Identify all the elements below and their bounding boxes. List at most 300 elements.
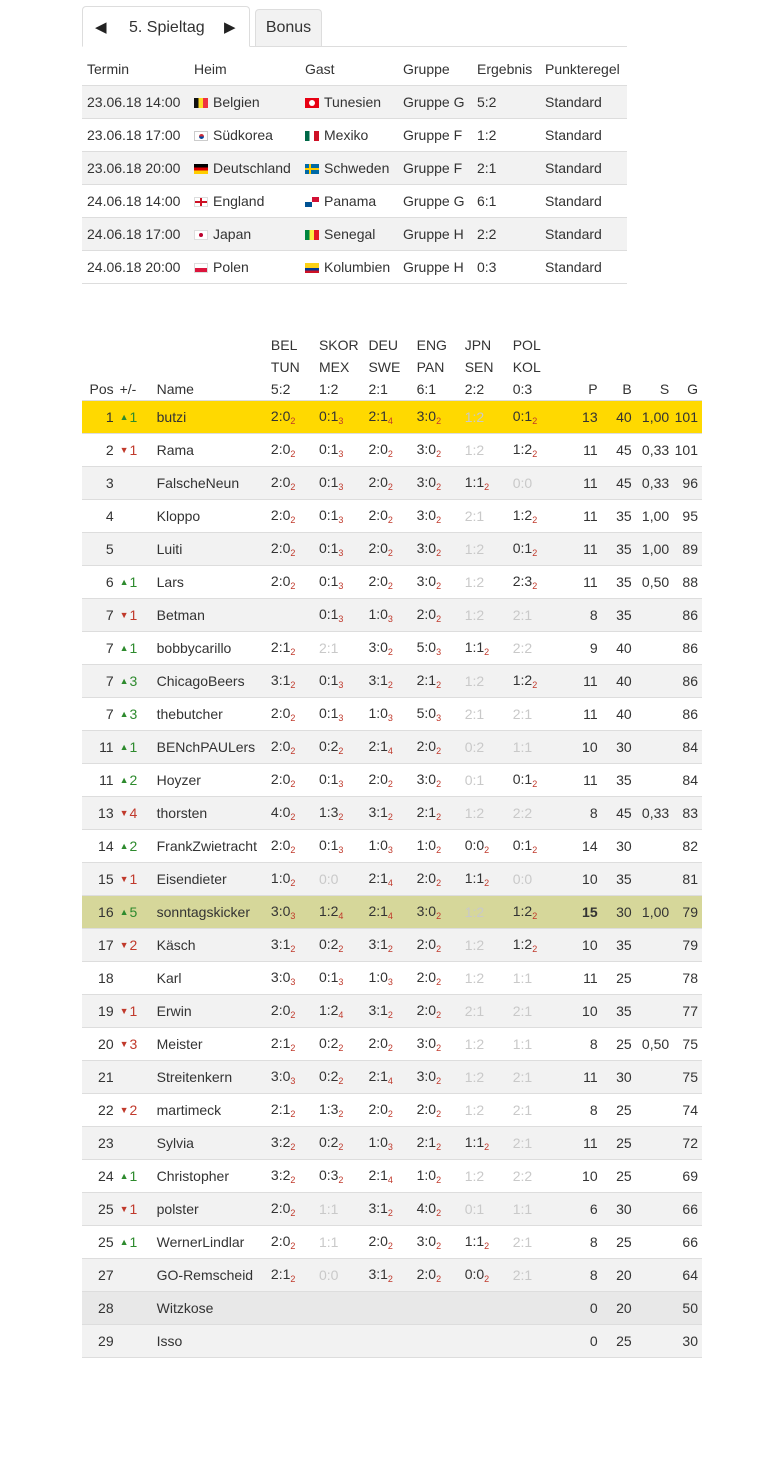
tip-points: 3 xyxy=(387,845,393,855)
tip-points: 4 xyxy=(338,1010,344,1020)
tab-bonus[interactable]: Bonus xyxy=(255,9,322,46)
points-b: 35 xyxy=(598,863,632,896)
tip-value xyxy=(319,1167,343,1183)
standings-row[interactable] xyxy=(82,830,702,863)
standings-row[interactable] xyxy=(82,1028,702,1061)
tip-cell xyxy=(417,698,465,731)
tip-score: 1:0 xyxy=(368,969,388,985)
points-total: 86 xyxy=(669,632,702,665)
standings-row[interactable] xyxy=(82,896,702,929)
tip-score: 2:0 xyxy=(416,1002,437,1018)
tip-score: 2:0 xyxy=(416,969,437,985)
tip-score: 0:2 xyxy=(318,1035,339,1051)
tip-score: 2:0 xyxy=(416,738,437,754)
tip-score: 3:1 xyxy=(368,936,388,952)
tip-value xyxy=(417,1068,441,1084)
tip-cell xyxy=(513,1226,563,1259)
tip-value xyxy=(417,1266,441,1282)
match-date: 23.06.18 20:00 xyxy=(82,152,189,185)
player-name[interactable]: Luiti xyxy=(157,533,271,566)
standings-row[interactable] xyxy=(82,1160,702,1193)
match-rule: Standard xyxy=(540,86,627,119)
standings-row[interactable] xyxy=(82,797,702,830)
trend-change-value: 2 xyxy=(129,838,138,854)
trend-change-value: 1 xyxy=(129,442,138,458)
tip-points: 2 xyxy=(436,680,442,690)
tip-value xyxy=(368,507,392,523)
player-position: 23 xyxy=(82,1127,114,1160)
points-b: 20 xyxy=(598,1292,632,1325)
trend-indicator xyxy=(114,904,138,920)
player-name[interactable]: Witzkose xyxy=(157,1292,271,1325)
tip-cell xyxy=(417,929,465,962)
away-team-name: Mexiko xyxy=(324,127,369,143)
points-s: 1,00 xyxy=(632,401,669,434)
tip-points: 2 xyxy=(290,1241,296,1251)
standings-row[interactable] xyxy=(82,962,702,995)
tip-value xyxy=(417,1002,441,1018)
tip-points: 2 xyxy=(436,548,442,558)
tip-points: 2 xyxy=(290,1043,296,1053)
tip-value xyxy=(465,1102,484,1118)
tip-points: 3 xyxy=(387,977,393,987)
tip-points: 2 xyxy=(290,647,296,657)
tip-value xyxy=(368,540,392,556)
tip-score: 0:1 xyxy=(512,837,533,853)
points-s xyxy=(632,764,669,797)
points-total: 86 xyxy=(669,599,702,632)
tip-cell xyxy=(319,1061,369,1094)
tip-value xyxy=(368,804,392,820)
match-row[interactable] xyxy=(82,218,627,251)
player-position: 21 xyxy=(82,1061,114,1094)
tip-cell xyxy=(465,962,513,995)
tip-value xyxy=(319,573,343,589)
player-name[interactable]: Lars xyxy=(157,566,271,599)
tip-score: 2:0 xyxy=(368,441,388,457)
points-s: 0,50 xyxy=(632,566,669,599)
tip-score: 2:0 xyxy=(368,474,388,490)
points-p: 11 xyxy=(563,1061,598,1094)
tip-points: 2 xyxy=(436,515,442,525)
tip-value xyxy=(417,639,441,655)
match-row[interactable] xyxy=(82,152,627,185)
tip-points: 3 xyxy=(290,1076,296,1086)
standings-row[interactable] xyxy=(82,995,702,1028)
tip-value xyxy=(368,1002,392,1018)
player-name[interactable]: butzi xyxy=(157,401,271,434)
points-b: 45 xyxy=(598,797,632,830)
tip-score: 0:1 xyxy=(318,507,339,523)
standings-row[interactable] xyxy=(82,1094,702,1127)
tip-cell xyxy=(368,665,416,698)
standings-row[interactable] xyxy=(82,1061,702,1094)
tip-cell xyxy=(368,533,416,566)
trend-indicator xyxy=(114,442,138,458)
tip-points: 2 xyxy=(532,680,538,690)
tip-value xyxy=(368,639,392,655)
header-name: Name xyxy=(157,330,271,401)
home-team-name: Japan xyxy=(213,226,252,242)
tip-points: 2 xyxy=(532,416,538,426)
player-name[interactable]: Rama xyxy=(157,434,271,467)
tip-points: 3 xyxy=(338,548,344,558)
standings-row[interactable] xyxy=(82,698,702,731)
tip-value xyxy=(513,441,537,457)
tip-cell xyxy=(271,797,319,830)
player-name[interactable]: FalscheNeun xyxy=(157,467,271,500)
tip-value xyxy=(368,606,392,622)
tip-value xyxy=(513,607,532,623)
match-row[interactable] xyxy=(82,86,627,119)
trend-indicator xyxy=(114,607,138,623)
tip-points: 2 xyxy=(436,449,442,459)
standings-row[interactable] xyxy=(82,1325,702,1358)
tip-points: 3 xyxy=(338,449,344,459)
player-name[interactable]: Karl xyxy=(157,962,271,995)
tip-score: 2:0 xyxy=(416,606,437,622)
tip-cell xyxy=(513,566,563,599)
standings-row[interactable] xyxy=(82,599,702,632)
tip-cell xyxy=(271,500,319,533)
player-name[interactable]: thorsten xyxy=(157,797,271,830)
mexico-flag-icon xyxy=(305,131,319,141)
tip-cell xyxy=(513,731,563,764)
tip-score: 1:2 xyxy=(512,672,533,688)
match-row[interactable] xyxy=(82,251,627,284)
tip-score: 0:2 xyxy=(318,738,339,754)
match-row[interactable] xyxy=(82,185,627,218)
player-position: 7 xyxy=(82,632,114,665)
tip-score: 3:1 xyxy=(368,804,388,820)
tip-score: 1:1 xyxy=(318,1201,339,1217)
standings-row[interactable] xyxy=(82,1259,702,1292)
tip-score: 1:0 xyxy=(368,1134,388,1150)
points-b: 25 xyxy=(598,1127,632,1160)
tip-points: 3 xyxy=(338,779,344,789)
colombia-flag-icon xyxy=(305,263,319,273)
trend-change-value: 1 xyxy=(129,1201,138,1217)
player-name[interactable]: bobbycarillo xyxy=(157,632,271,665)
points-total: 89 xyxy=(669,533,702,566)
tip-points: 2 xyxy=(532,515,538,525)
standings-row[interactable] xyxy=(82,929,702,962)
tip-value xyxy=(271,1134,295,1150)
tip-value xyxy=(465,607,484,623)
points-p: 11 xyxy=(563,698,598,731)
tip-value xyxy=(271,771,295,787)
tip-cell xyxy=(513,830,563,863)
player-name[interactable]: GO-Remscheid xyxy=(157,1259,271,1292)
standings-row[interactable] xyxy=(82,731,702,764)
tip-points: 3 xyxy=(338,713,344,723)
tip-points: 4 xyxy=(387,1076,393,1086)
tip-points: 2 xyxy=(387,1043,393,1053)
points-p: 8 xyxy=(563,1028,598,1061)
trend-change-value: 1 xyxy=(129,739,138,755)
player-name[interactable]: Isso xyxy=(157,1325,271,1358)
tip-points: 2 xyxy=(387,812,393,822)
tip-cell xyxy=(368,962,416,995)
standings-row[interactable] xyxy=(82,1127,702,1160)
standings-row[interactable] xyxy=(82,500,702,533)
tip-value xyxy=(319,804,343,820)
trend-change-value: 3 xyxy=(129,706,138,722)
away-team-name: Senegal xyxy=(324,226,376,242)
tip-score: 3:0 xyxy=(270,969,291,985)
tip-cell xyxy=(368,1061,416,1094)
tip-score: 1:0 xyxy=(368,705,388,721)
tip-cell xyxy=(368,863,416,896)
tip-points: 2 xyxy=(387,1241,393,1251)
trend-change-value: 1 xyxy=(129,1234,138,1250)
standings-row[interactable] xyxy=(82,764,702,797)
standings-row[interactable] xyxy=(82,401,702,434)
standings-row[interactable] xyxy=(82,566,702,599)
tip-value xyxy=(271,1002,295,1018)
tip-cell xyxy=(319,1325,369,1358)
tip-cell xyxy=(513,698,563,731)
tip-cell xyxy=(271,467,319,500)
tip-score: 2:1 xyxy=(368,1068,388,1084)
match-group: Gruppe G xyxy=(398,86,472,119)
match-away xyxy=(300,218,398,251)
tip-score: 2:0 xyxy=(368,507,388,523)
standings-row[interactable] xyxy=(82,1193,702,1226)
points-p: 8 xyxy=(563,797,598,830)
player-name[interactable]: martimeck xyxy=(157,1094,271,1127)
points-b: 35 xyxy=(598,533,632,566)
header-trend: +/- xyxy=(114,330,157,401)
points-total: 78 xyxy=(669,962,702,995)
germany-flag-icon xyxy=(194,164,208,174)
trend-indicator xyxy=(114,1168,138,1184)
tip-score: 2:1 xyxy=(318,640,339,656)
position-change xyxy=(114,863,157,896)
player-name[interactable]: BENchPAULers xyxy=(157,731,271,764)
position-change xyxy=(114,797,157,830)
tip-score: 1:0 xyxy=(416,837,437,853)
tip-score: 2:0 xyxy=(368,1101,388,1117)
tip-points: 2 xyxy=(290,1175,296,1185)
points-p: 15 xyxy=(563,896,598,929)
player-name[interactable]: Eisendieter xyxy=(157,863,271,896)
arrow-up-icon: ▲ xyxy=(119,1171,129,1181)
senegal-flag-icon xyxy=(305,230,319,240)
player-name[interactable]: ChicagoBeers xyxy=(157,665,271,698)
standings-row[interactable] xyxy=(82,1292,702,1325)
player-name[interactable]: Betman xyxy=(157,599,271,632)
next-matchday-icon[interactable]: ▶ xyxy=(224,19,236,36)
tip-cell xyxy=(368,1292,416,1325)
tip-value xyxy=(271,1101,295,1117)
tip-cell xyxy=(417,665,465,698)
tip-points: 2 xyxy=(387,1109,393,1119)
tip-value xyxy=(417,969,441,985)
tip-value xyxy=(368,441,392,457)
trend-indicator xyxy=(114,1003,138,1019)
player-position: 4 xyxy=(82,500,114,533)
player-name[interactable]: Käsch xyxy=(157,929,271,962)
tip-value xyxy=(271,705,295,721)
points-b: 40 xyxy=(598,401,632,434)
tip-cell xyxy=(417,896,465,929)
standings-row[interactable] xyxy=(82,665,702,698)
tip-score: 2:0 xyxy=(368,573,388,589)
tip-cell xyxy=(271,566,319,599)
tip-cell xyxy=(465,1226,513,1259)
points-total: 81 xyxy=(669,863,702,896)
position-change xyxy=(114,500,157,533)
tip-cell xyxy=(271,1094,319,1127)
tip-cell xyxy=(319,467,369,500)
tip-value xyxy=(513,1267,532,1283)
previous-matchday-icon[interactable]: ◀ xyxy=(95,19,107,36)
tip-value xyxy=(417,540,441,556)
trend-change-value: 5 xyxy=(129,904,138,920)
points-s xyxy=(632,1292,669,1325)
standings-row[interactable] xyxy=(82,632,702,665)
points-p: 11 xyxy=(563,665,598,698)
player-position: 2 xyxy=(82,434,114,467)
match-row[interactable] xyxy=(82,119,627,152)
tip-cell xyxy=(465,1028,513,1061)
tip-cell xyxy=(417,1292,465,1325)
player-position: 25 xyxy=(82,1193,114,1226)
player-position: 20 xyxy=(82,1028,114,1061)
standings-row[interactable] xyxy=(82,434,702,467)
tip-points: 2 xyxy=(290,515,296,525)
match-result: 1:2 xyxy=(472,119,540,152)
tip-value xyxy=(319,837,343,853)
tip-cell xyxy=(465,731,513,764)
player-name[interactable]: FrankZwietracht xyxy=(157,830,271,863)
tab-matchday[interactable] xyxy=(82,6,250,47)
player-name[interactable]: Sylvia xyxy=(157,1127,271,1160)
match-result: 2:1 xyxy=(472,152,540,185)
tip-value xyxy=(465,1201,484,1217)
points-p: 10 xyxy=(563,929,598,962)
tip-value xyxy=(271,936,295,952)
player-name[interactable]: Kloppo xyxy=(157,500,271,533)
tip-points: 4 xyxy=(387,878,393,888)
points-p: 11 xyxy=(563,566,598,599)
tip-score: 0:0 xyxy=(464,1266,485,1282)
position-change xyxy=(114,1292,157,1325)
tip-points: 3 xyxy=(338,680,344,690)
tip-value xyxy=(368,936,392,952)
tip-cell xyxy=(271,1028,319,1061)
tip-cell xyxy=(465,401,513,434)
player-name[interactable]: WernerLindlar xyxy=(157,1226,271,1259)
tip-value xyxy=(465,937,484,953)
points-s xyxy=(632,1325,669,1358)
tip-cell xyxy=(271,1292,319,1325)
tip-value xyxy=(513,573,537,589)
tip-cell xyxy=(465,1292,513,1325)
tip-value xyxy=(271,903,295,919)
tip-cell xyxy=(513,863,563,896)
arrow-down-icon: ▼ xyxy=(119,1204,129,1214)
player-name[interactable]: Hoyzer xyxy=(157,764,271,797)
tip-value xyxy=(271,639,295,655)
tip-score: 1:2 xyxy=(464,409,485,425)
tip-cell xyxy=(465,533,513,566)
tip-value xyxy=(319,771,343,787)
tip-value xyxy=(271,408,295,424)
points-s xyxy=(632,1061,669,1094)
tip-score: 0:3 xyxy=(318,1167,339,1183)
player-name[interactable]: Christopher xyxy=(157,1160,271,1193)
player-name[interactable]: Meister xyxy=(157,1028,271,1061)
tip-points: 2 xyxy=(436,1010,442,1020)
standings-row[interactable] xyxy=(82,1226,702,1259)
player-name[interactable]: thebutcher xyxy=(157,698,271,731)
tip-value xyxy=(271,1068,295,1084)
match-away xyxy=(300,152,398,185)
tip-score: 0:1 xyxy=(318,606,339,622)
tip-cell xyxy=(465,1061,513,1094)
tip-value xyxy=(417,1200,441,1216)
tip-cell xyxy=(417,863,465,896)
tip-score: 1:1 xyxy=(464,474,485,490)
tip-score: 1:2 xyxy=(464,1069,485,1085)
tip-value xyxy=(368,1200,392,1216)
tip-cell xyxy=(465,566,513,599)
tip-value xyxy=(271,837,295,853)
tip-score: 2:2 xyxy=(512,805,533,821)
tip-cell xyxy=(417,995,465,1028)
tip-score: 0:1 xyxy=(318,771,339,787)
tip-points: 2 xyxy=(290,416,296,426)
tip-value xyxy=(513,1201,532,1217)
tip-cell xyxy=(368,1259,416,1292)
tip-points: 2 xyxy=(436,911,442,921)
player-position: 7 xyxy=(82,665,114,698)
tip-points: 2 xyxy=(387,680,393,690)
tip-cell xyxy=(513,962,563,995)
player-name[interactable]: Erwin xyxy=(157,995,271,1028)
points-b: 30 xyxy=(598,830,632,863)
tip-value xyxy=(319,1267,338,1283)
tip-score: 2:0 xyxy=(368,771,388,787)
tip-points: 2 xyxy=(290,878,296,888)
position-change xyxy=(114,566,157,599)
tip-value xyxy=(319,936,343,952)
player-name[interactable]: polster xyxy=(157,1193,271,1226)
tip-cell xyxy=(513,1259,563,1292)
tip-cell xyxy=(368,731,416,764)
tip-cell xyxy=(368,698,416,731)
player-name[interactable]: Streitenkern xyxy=(157,1061,271,1094)
player-position: 17 xyxy=(82,929,114,962)
player-name[interactable]: sonntagskicker xyxy=(157,896,271,929)
tip-points: 2 xyxy=(436,1043,442,1053)
tip-points: 2 xyxy=(484,1142,490,1152)
standings-row[interactable] xyxy=(82,533,702,566)
tip-score: 2:0 xyxy=(270,705,291,721)
tip-value xyxy=(513,1036,532,1052)
points-b: 25 xyxy=(598,1028,632,1061)
tip-value xyxy=(271,738,295,754)
match-date: 24.06.18 17:00 xyxy=(82,218,189,251)
standings-row[interactable] xyxy=(82,863,702,896)
tip-value xyxy=(465,970,484,986)
tip-score: 2:1 xyxy=(270,1266,291,1282)
header-gast: Gast xyxy=(300,52,398,86)
match-away xyxy=(300,119,398,152)
standings-row[interactable] xyxy=(82,467,702,500)
